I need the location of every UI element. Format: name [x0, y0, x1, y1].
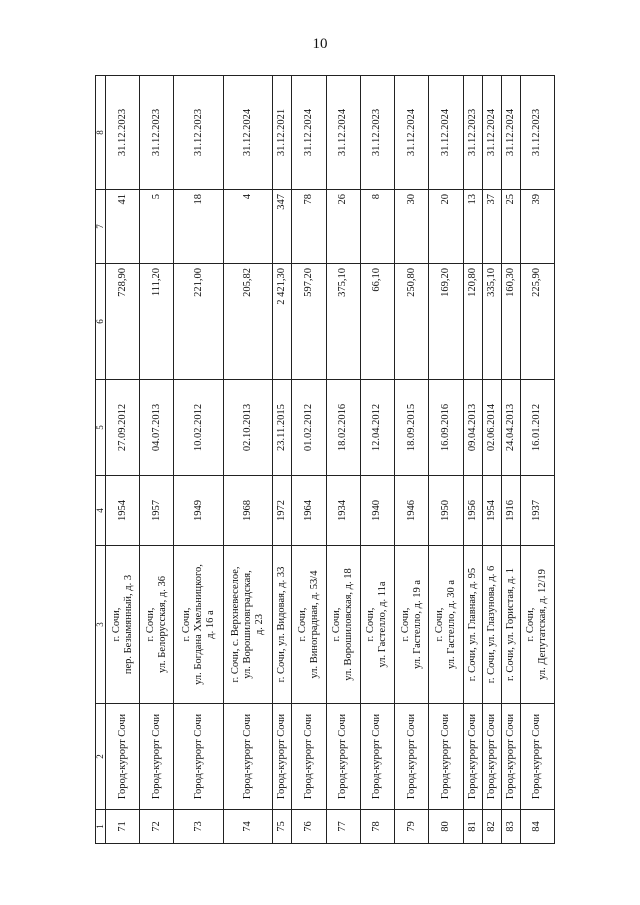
cell-residents: 41	[106, 190, 140, 264]
cell-year-built: 1950	[429, 476, 463, 546]
cell-row-number: 71	[106, 810, 140, 844]
cell-deadline: 31.12.2024	[429, 76, 463, 190]
rotated-table-container	[95, 76, 555, 844]
table-row	[273, 76, 292, 844]
cell-deadline: 31.12.2023	[174, 76, 223, 190]
cell-address: г. Сочи, ул. Главная, д. 95	[463, 546, 482, 704]
cell-emergency-date: 23.11.2015	[273, 380, 292, 476]
cell-residents: 25	[501, 190, 520, 264]
cell-area: 250,80	[395, 264, 429, 380]
cell-residents: 78	[292, 190, 326, 264]
cell-year-built: 1954	[106, 476, 140, 546]
cell-address: г. Сочи, ул. Гастелло, д. 30 а	[429, 546, 463, 704]
page-number: 10	[312, 36, 328, 52]
cell-row-number: 83	[501, 810, 520, 844]
cell-municipality: Город-курорт Сочи	[520, 704, 554, 810]
cell-municipality: Город-курорт Сочи	[482, 704, 501, 810]
cell-deadline: 31.12.2024	[482, 76, 501, 190]
cell-emergency-date: 04.07.2013	[140, 380, 174, 476]
cell-year-built: 1916	[501, 476, 520, 546]
cell-address: г. Сочи, ул. Белорусская, д. 36	[140, 546, 174, 704]
table-body	[106, 76, 555, 844]
cell-residents: 347	[273, 190, 292, 264]
cell-area: 160,30	[501, 264, 520, 380]
cell-area: 111,20	[140, 264, 174, 380]
cell-area: 66,10	[360, 264, 394, 380]
cell-emergency-date: 18.09.2015	[395, 380, 429, 476]
cell-emergency-date: 02.06.2014	[482, 380, 501, 476]
table-row	[395, 76, 429, 844]
cell-row-number: 75	[273, 810, 292, 844]
cell-address: г. Сочи, ул. Гастелло, д. 11а	[360, 546, 394, 704]
table-row	[292, 76, 326, 844]
cell-area: 169,20	[429, 264, 463, 380]
cell-deadline: 31.12.2021	[273, 76, 292, 190]
cell-area: 205,82	[223, 264, 272, 380]
cell-row-number: 79	[395, 810, 429, 844]
cell-emergency-date: 09.04.2013	[463, 380, 482, 476]
cell-municipality: Город-курорт Сочи	[140, 704, 174, 810]
cell-residents: 37	[482, 190, 501, 264]
cell-deadline: 31.12.2023	[106, 76, 140, 190]
cell-emergency-date: 18.02.2016	[326, 380, 360, 476]
cell-area: 221,00	[174, 264, 223, 380]
cell-municipality: Город-курорт Сочи	[292, 704, 326, 810]
cell-year-built: 1964	[292, 476, 326, 546]
column-number-row	[96, 76, 106, 844]
cell-residents: 20	[429, 190, 463, 264]
cell-deadline: 31.12.2023	[463, 76, 482, 190]
cell-address: г. Сочи, ул. Глазунова, д. 6	[482, 546, 501, 704]
cell-address: г. Сочи, ул. Богдана Хмельницкого, д. 16 а	[174, 546, 223, 704]
cell-deadline: 31.12.2023	[360, 76, 394, 190]
cell-year-built: 1972	[273, 476, 292, 546]
cell-row-number: 81	[463, 810, 482, 844]
cell-residents: 26	[326, 190, 360, 264]
cell-year-built: 1934	[326, 476, 360, 546]
cell-residents: 13	[463, 190, 482, 264]
cell-address: г. Сочи, ул. Депутатская, д. 12/19	[520, 546, 554, 704]
column-number: 2	[96, 704, 106, 810]
cell-emergency-date: 12.04.2012	[360, 380, 394, 476]
table-row	[520, 76, 554, 844]
cell-year-built: 1937	[520, 476, 554, 546]
table-row	[140, 76, 174, 844]
cell-area: 597,20	[292, 264, 326, 380]
cell-row-number: 84	[520, 810, 554, 844]
table-row	[463, 76, 482, 844]
cell-residents: 30	[395, 190, 429, 264]
cell-deadline: 31.12.2024	[395, 76, 429, 190]
cell-address: г. Сочи, ул. Виноградная, д. 53/4	[292, 546, 326, 704]
cell-deadline: 31.12.2024	[223, 76, 272, 190]
cell-address: г. Сочи, ул. Гастелло, д. 19 а	[395, 546, 429, 704]
cell-emergency-date: 16.01.2012	[520, 380, 554, 476]
cell-area: 335,10	[482, 264, 501, 380]
cell-emergency-date: 10.02.2012	[174, 380, 223, 476]
cell-area: 2 421,30	[273, 264, 292, 380]
cell-row-number: 74	[223, 810, 272, 844]
cell-deadline: 31.12.2023	[520, 76, 554, 190]
table-row	[223, 76, 272, 844]
cell-residents: 4	[223, 190, 272, 264]
cell-residents: 8	[360, 190, 394, 264]
cell-residents: 39	[520, 190, 554, 264]
cell-deadline: 31.12.2024	[292, 76, 326, 190]
column-number: 7	[96, 190, 106, 264]
cell-municipality: Город-курорт Сочи	[429, 704, 463, 810]
cell-deadline: 31.12.2023	[140, 76, 174, 190]
column-number: 4	[96, 476, 106, 546]
table-row	[174, 76, 223, 844]
table-row	[106, 76, 140, 844]
cell-year-built: 1949	[174, 476, 223, 546]
cell-address: г. Сочи, с. Верхневеселое, ул. Ворошиловградская, д. 23	[223, 546, 272, 704]
cell-year-built: 1957	[140, 476, 174, 546]
cell-area: 225,90	[520, 264, 554, 380]
column-number: 5	[96, 380, 106, 476]
cell-residents: 5	[140, 190, 174, 264]
cell-address: г. Сочи, ул. Ворошиловская, д. 18	[326, 546, 360, 704]
housing-table	[95, 75, 555, 844]
column-number: 3	[96, 546, 106, 704]
column-number: 8	[96, 76, 106, 190]
cell-municipality: Город-курорт Сочи	[106, 704, 140, 810]
cell-residents: 18	[174, 190, 223, 264]
cell-emergency-date: 24.04.2013	[501, 380, 520, 476]
table-row	[326, 76, 360, 844]
cell-row-number: 80	[429, 810, 463, 844]
cell-year-built: 1968	[223, 476, 272, 546]
cell-municipality: Город-курорт Сочи	[360, 704, 394, 810]
cell-deadline: 31.12.2024	[326, 76, 360, 190]
table-row	[360, 76, 394, 844]
cell-row-number: 82	[482, 810, 501, 844]
cell-row-number: 73	[174, 810, 223, 844]
cell-year-built: 1940	[360, 476, 394, 546]
cell-row-number: 76	[292, 810, 326, 844]
cell-address: г. Сочи, пер. Безымянный, д. 3	[106, 546, 140, 704]
cell-municipality: Город-курорт Сочи	[395, 704, 429, 810]
cell-area: 375,10	[326, 264, 360, 380]
cell-year-built: 1946	[395, 476, 429, 546]
table-row	[482, 76, 501, 844]
cell-area: 728,90	[106, 264, 140, 380]
cell-area: 120,80	[463, 264, 482, 380]
cell-row-number: 78	[360, 810, 394, 844]
cell-row-number: 77	[326, 810, 360, 844]
cell-year-built: 1954	[482, 476, 501, 546]
cell-address: г. Сочи, ул. Гористая, д. 1	[501, 546, 520, 704]
column-number: 1	[96, 810, 106, 844]
cell-municipality: Город-курорт Сочи	[463, 704, 482, 810]
cell-address: г. Сочи, ул. Видовая, д. 33	[273, 546, 292, 704]
cell-municipality: Город-курорт Сочи	[223, 704, 272, 810]
cell-deadline: 31.12.2024	[501, 76, 520, 190]
cell-municipality: Город-курорт Сочи	[501, 704, 520, 810]
cell-emergency-date: 27.09.2012	[106, 380, 140, 476]
cell-row-number: 72	[140, 810, 174, 844]
table-row	[501, 76, 520, 844]
cell-emergency-date: 16.09.2016	[429, 380, 463, 476]
cell-municipality: Город-курорт Сочи	[273, 704, 292, 810]
table-row	[429, 76, 463, 844]
cell-municipality: Город-курорт Сочи	[174, 704, 223, 810]
column-number: 6	[96, 264, 106, 380]
cell-year-built: 1956	[463, 476, 482, 546]
cell-emergency-date: 01.02.2012	[292, 380, 326, 476]
cell-emergency-date: 02.10.2013	[223, 380, 272, 476]
cell-municipality: Город-курорт Сочи	[326, 704, 360, 810]
